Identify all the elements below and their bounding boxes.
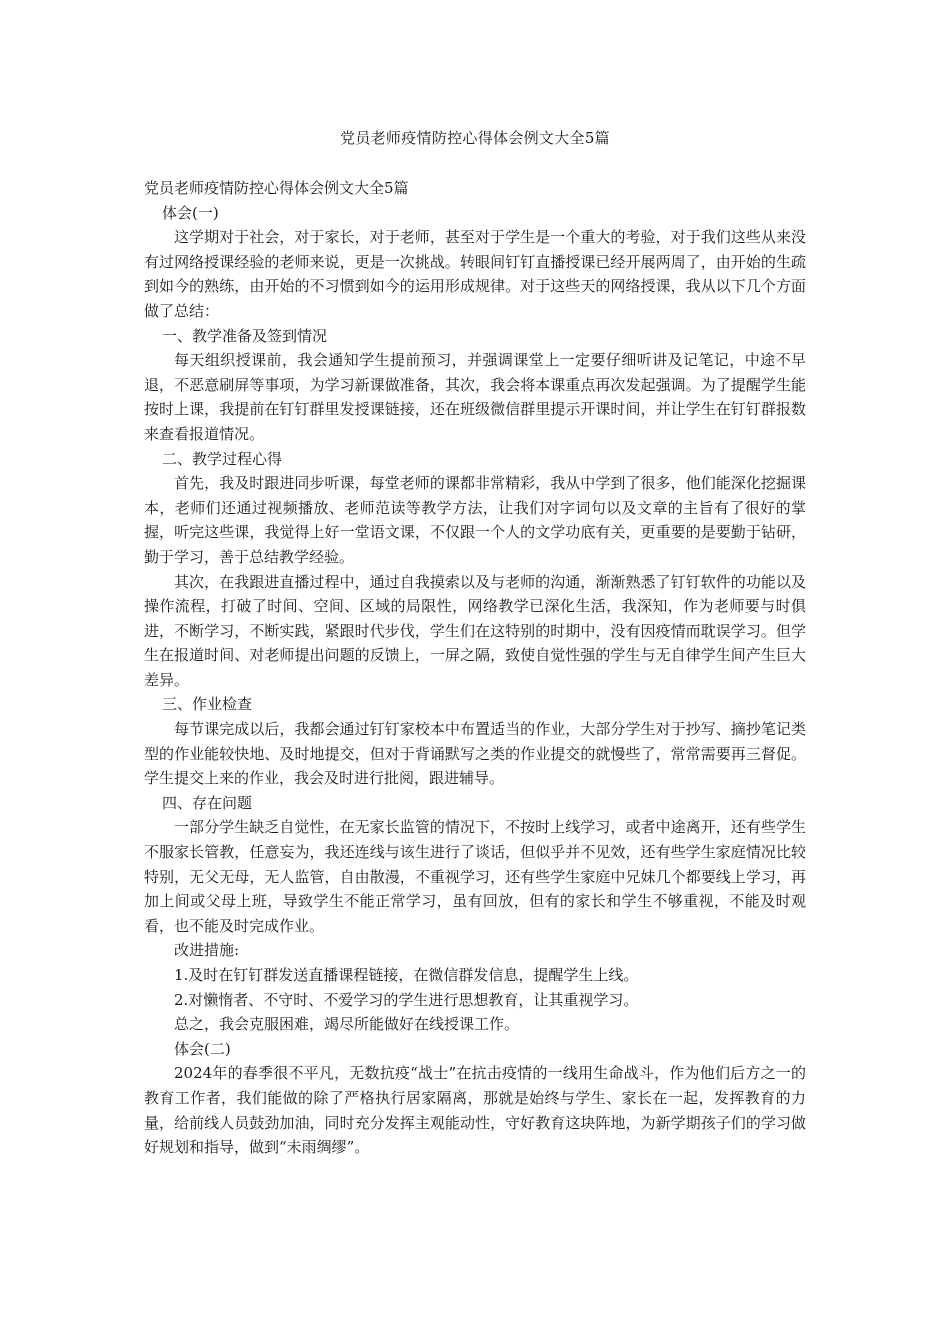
paragraph: 首先，我及时跟进同步听课，每堂老师的课都非常精彩，我从中学到了很多，他们能深化挖掘课本，老师们还通过视频播放、老师范读等教学方法，让我们对字词句以及文章的主旨有了很好的掌握，听完这些课，我觉得上好一堂语文课，不仅跟一个人的文学功底有关，更重要的是要勤于钻研，勤于学习，善于总结教学经验。 [144,474,806,566]
paragraph: 2.对懒惰者、不守时、不爱学习的学生进行思想教育，让其重视学习。 [174,990,639,1009]
paragraph: 每天组织授课前，我会通知学生提前预习，并强调课堂上一定要仔细听讲及记笔记，中途不早退，不恶意刷屏等事项，为学习新课做准备，其次，我会将本课重点再次发起强调。为了提醒学生能按时上课，我提前在钉钉群里发授课链接，还在班级微信群里提示开课时间，并让学生在钉钉群报数来查看报道情况。 [144,351,806,443]
document-body [144,176,806,1160]
paragraph: 总之，我会克服困难，竭尽所能做好在线授课工作。 [174,1015,520,1034]
section-heading: 四、存在问题 [162,793,253,812]
paragraph: 2024年的春季很不平凡，无数抗疫“战士”在抗击疫情的一线用生命战斗，作为他们后方之一的教育工作者，我们能做的除了严格执行居家隔离，那就是始终与学生、家长在一起，发挥教育的力量，给前线人员鼓劲加油，同时充分发挥主观能动性，守好教育这块阵地，为新学期孩子们的学习做好规划和指导，做到“未雨绸缪”。 [144,1064,806,1157]
paragraph: 一部分学生缺乏自觉性，在无家长监管的情况下，不按时上线学习，或者中途离开，还有些学生不服家长管教，任意妄为，我还连线与该生进行了谈话，但似乎并不见效，还有些学生家庭情况比较特别，无父无母，无人监管，自由散漫，不重视学习，还有些学生家庭中兄妹几个都要线上学习，再加上间或父母上班，导致学生不能正常学习，虽有回放，但有的家长和学生不够重视，不能及时观看，也不能及时完成作业。 [144,818,806,935]
document-title: 党员老师疫情防控心得体会例文大全5篇 [340,129,610,147]
paragraph: 每节课完成以后，我都会通过钉钉家校本中布置适当的作业，大部分学生对于抄写、摘抄笔记类型的作业能较快地、及时地提交，但对于背诵默写之类的作业提交的就慢些了，常常需要再三督促。学生提交上来的作业，我会及时进行批阅，跟进辅导。 [144,720,806,788]
paragraph: 这学期对于社会，对于家长，对于老师，甚至对于学生是一个重大的考验，对于我们这些从来没有过网络授课经验的老师来说，更是一次挑战。转眼间钉钉直播授课已经开展两周了，由开始的生疏到如今的熟练，由开始的不习惯到如今的运用形成规律。对于这些天的网络授课，我从以下几个方面做了总结： [144,228,806,320]
paragraph: 其次，在我跟进直播过程中，通过自我摸索以及与老师的沟通，渐渐熟悉了钉钉软件的功能以及操作流程，打破了时间、空间、区域的局限性，网络教学已深化生活，我深知，作为老师要与时俱进，不断学习，不断实践，紧跟时代步伐，学生们在这特别的时期中，没有因疫情而耽误学习。但学生在报道时间、对老师提出问题的反馈上，一屏之隔，致使自觉性强的学生与无自律学生间产生巨大差异。 [144,572,806,689]
paragraph: 改进措施: [174,941,240,960]
paragraph: 1.及时在钉钉群发送直播课程链接，在微信群发信息，提醒学生上线。 [174,966,639,984]
section-heading: 三、作业检查 [162,695,253,714]
section-heading: 体会(一) [162,203,219,222]
section-heading: 二、教学过程心得 [162,449,283,468]
paragraph: 体会(二) [174,1039,231,1058]
section-heading: 一、教学准备及签到情况 [162,326,328,345]
paragraph: 党员老师疫情防控心得体会例文大全5篇 [144,179,409,197]
